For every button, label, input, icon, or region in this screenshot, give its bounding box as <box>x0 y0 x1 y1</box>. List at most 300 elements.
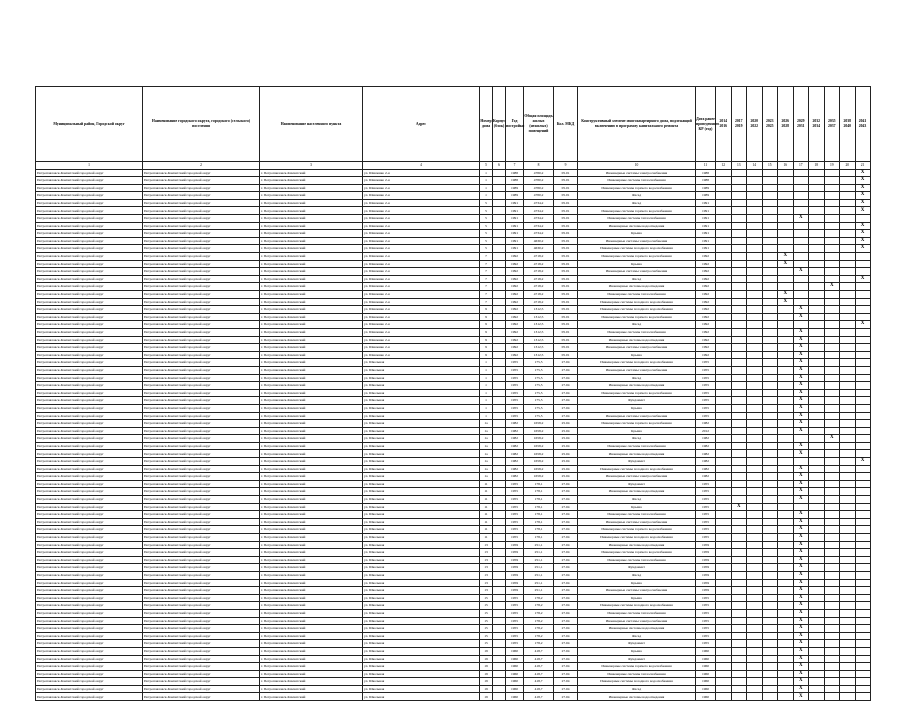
house-number-cell: 1а <box>480 450 493 458</box>
area-cell: 178,1 <box>524 526 554 534</box>
settlement-cell: Петропавловск-Камчатский городской округ <box>143 534 260 542</box>
period-cell <box>809 313 825 321</box>
last-repair-cell: 1955 <box>696 594 716 602</box>
last-repair-cell: 1982 <box>696 442 716 450</box>
period-cell <box>855 328 870 336</box>
period-cell <box>809 465 825 473</box>
settlement-cell: Петропавловск-Камчатский городской округ <box>143 427 260 435</box>
locality-cell: г. Петропавловск-Камчатский <box>260 526 363 534</box>
period-cell <box>840 207 856 215</box>
planned-period-mark: X <box>793 678 809 686</box>
period-cell <box>747 253 763 261</box>
planned-period-mark: X <box>793 609 809 617</box>
house-number-cell: 5 <box>480 245 493 253</box>
mkd-count-cell: 05.01 <box>554 215 578 223</box>
column-number: 18 <box>809 162 825 170</box>
period-cell <box>793 177 809 185</box>
build-year-cell: 1955 <box>506 488 524 496</box>
period-cell <box>824 192 840 200</box>
period-cell <box>855 374 870 382</box>
period-cell <box>840 366 856 374</box>
planned-period-mark: X <box>824 283 840 291</box>
building-block-cell <box>493 587 506 595</box>
period-cell <box>778 693 794 701</box>
period-cell <box>840 253 856 261</box>
building-block-cell <box>493 359 506 367</box>
period-cell <box>747 655 763 663</box>
period-cell <box>747 518 763 526</box>
period-cell <box>809 382 825 390</box>
header-cell: Муниципальный район, Городской округ <box>36 87 143 162</box>
period-cell <box>809 534 825 542</box>
period-cell <box>855 571 870 579</box>
period-cell <box>747 549 763 557</box>
period-cell <box>855 647 870 655</box>
planned-period-mark: X <box>793 632 809 640</box>
area-cell: 418,7 <box>524 678 554 686</box>
period-cell <box>855 382 870 390</box>
period-cell <box>840 571 856 579</box>
period-cell <box>747 336 763 344</box>
period-cell <box>762 450 778 458</box>
table-row <box>36 366 871 374</box>
mkd-count-cell: 25.04 <box>554 458 578 466</box>
period-cell <box>840 336 856 344</box>
district-cell: Петропавловск-Камчатский городской округ <box>36 458 143 466</box>
house-number-cell: 7 <box>480 283 493 291</box>
structural-element-cell: Инженерные системы электроснабжения <box>578 587 696 595</box>
period-cell <box>809 344 825 352</box>
district-cell: Петропавловск-Камчатский городской округ <box>36 617 143 625</box>
period-cell <box>855 594 870 602</box>
period-cell <box>809 306 825 314</box>
period-cell <box>747 237 763 245</box>
column-number: 1 <box>36 162 143 170</box>
planned-period-mark: X <box>793 647 809 655</box>
building-block-cell <box>493 541 506 549</box>
settlement-cell: Петропавловск-Камчатский городской округ <box>143 321 260 329</box>
planned-period-mark: X <box>855 192 870 200</box>
settlement-cell: Петропавловск-Камчатский городской округ <box>143 169 260 177</box>
mkd-count-cell: 05.01 <box>554 245 578 253</box>
address-cell: ул. Школьная <box>363 503 480 511</box>
area-cell: 178,1 <box>524 518 554 526</box>
period-cell <box>747 579 763 587</box>
period-cell <box>747 534 763 542</box>
period-cell <box>731 617 747 625</box>
period-cell <box>840 192 856 200</box>
period-cell <box>824 511 840 519</box>
house-number-cell: 19 <box>480 663 493 671</box>
period-cell <box>793 275 809 283</box>
period-cell <box>747 222 763 230</box>
period-cell <box>824 177 840 185</box>
structural-element-cell: Инженерные системы электроснабжения <box>578 237 696 245</box>
building-block-cell <box>493 670 506 678</box>
area-cell: 251,1 <box>524 571 554 579</box>
structural-element-cell: Крыша <box>578 594 696 602</box>
planned-period-mark: X <box>793 556 809 564</box>
period-cell <box>731 215 747 223</box>
period-cell <box>716 328 732 336</box>
last-repair-cell: 1991 <box>696 222 716 230</box>
house-number-cell: 5 <box>480 215 493 223</box>
table-row <box>36 177 871 185</box>
period-cell <box>809 685 825 693</box>
structural-element-cell: Крыша <box>578 579 696 587</box>
district-cell: Петропавловск-Камчатский городской округ <box>36 420 143 428</box>
period-cell <box>824 488 840 496</box>
period-cell <box>762 602 778 610</box>
period-cell <box>762 404 778 412</box>
period-cell <box>716 511 732 519</box>
period-cell <box>793 192 809 200</box>
address-cell: ул. Школьная <box>363 488 480 496</box>
settlement-cell: Петропавловск-Камчатский городской округ <box>143 465 260 473</box>
period-cell <box>855 253 870 261</box>
building-block-cell <box>493 579 506 587</box>
period-cell <box>716 291 732 299</box>
period-cell <box>778 366 794 374</box>
locality-cell: г. Петропавловск-Камчатский <box>260 587 363 595</box>
table-row <box>36 199 871 207</box>
address-cell: ул. Шевченко 2-я <box>363 245 480 253</box>
structural-element-cell: Инженерные системы холодного водоснабжения <box>578 245 696 253</box>
period-cell <box>793 169 809 177</box>
period-cell <box>840 199 856 207</box>
planned-period-mark: X <box>793 685 809 693</box>
period-cell <box>809 609 825 617</box>
address-cell: ул. Школьная <box>363 594 480 602</box>
header-cell: Наименование населенного пункта <box>260 87 363 162</box>
period-cell <box>840 291 856 299</box>
period-cell <box>716 237 732 245</box>
area-cell: 1312,5 <box>524 328 554 336</box>
period-cell <box>855 427 870 435</box>
period-cell <box>716 313 732 321</box>
planned-period-mark: X <box>793 442 809 450</box>
locality-cell: г. Петропавловск-Камчатский <box>260 556 363 564</box>
period-cell <box>747 275 763 283</box>
period-cell <box>824 404 840 412</box>
address-cell: ул. Шевченко 2-я <box>363 313 480 321</box>
period-cell <box>809 564 825 572</box>
planned-period-mark: X <box>855 199 870 207</box>
period-cell <box>840 237 856 245</box>
column-number: 6 <box>493 162 506 170</box>
capital-repair-sheet <box>35 86 871 701</box>
area-cell: 175,5 <box>524 382 554 390</box>
building-block-cell <box>493 199 506 207</box>
locality-cell: г. Петропавловск-Камчатский <box>260 480 363 488</box>
period-cell <box>762 670 778 678</box>
header-cell: 2017 2019 <box>731 87 747 162</box>
period-cell <box>731 366 747 374</box>
structural-element-cell: Фасад <box>578 374 696 382</box>
last-repair-cell: 1955 <box>696 511 716 519</box>
house-number-cell: 9 <box>480 313 493 321</box>
table-row <box>36 328 871 336</box>
build-year-cell: 1992 <box>506 328 524 336</box>
period-cell <box>824 321 840 329</box>
settlement-cell: Петропавловск-Камчатский городской округ <box>143 511 260 519</box>
period-cell <box>809 480 825 488</box>
settlement-cell: Петропавловск-Камчатский городской округ <box>143 291 260 299</box>
period-cell <box>840 389 856 397</box>
period-cell <box>855 268 870 276</box>
header-cell: 2038 2040 <box>840 87 856 162</box>
house-number-cell: 19 <box>480 670 493 678</box>
period-cell <box>747 678 763 686</box>
locality-cell: г. Петропавловск-Камчатский <box>260 412 363 420</box>
locality-cell: г. Петропавловск-Камчатский <box>260 465 363 473</box>
mkd-count-cell: 05.01 <box>554 169 578 177</box>
house-number-cell: 1а <box>480 465 493 473</box>
settlement-cell: Петропавловск-Камчатский городской округ <box>143 215 260 223</box>
address-cell: ул. Школьная <box>363 579 480 587</box>
build-year-cell: 1955 <box>506 496 524 504</box>
mkd-count-cell: 05.01 <box>554 336 578 344</box>
area-cell: 178,2 <box>524 617 554 625</box>
period-cell <box>731 351 747 359</box>
address-cell: ул. Шевченко 2-я <box>363 328 480 336</box>
period-cell <box>855 617 870 625</box>
table-row <box>36 313 871 321</box>
period-cell <box>778 518 794 526</box>
structural-element-cell: Крыша <box>578 230 696 238</box>
structural-element-cell: Инженерные системы холодного водоснабжения <box>578 678 696 686</box>
period-cell <box>824 260 840 268</box>
table-row <box>36 404 871 412</box>
address-cell: ул. Школьная <box>363 670 480 678</box>
house-number-cell: 1 <box>480 366 493 374</box>
mkd-count-cell: 25.04 <box>554 473 578 481</box>
address-cell: ул. Школьная <box>363 625 480 633</box>
building-block-cell <box>493 518 506 526</box>
period-cell <box>778 222 794 230</box>
table-row <box>36 253 871 261</box>
planned-period-mark: X <box>793 366 809 374</box>
header-cell: Наименование городского округа, городского (сельского) поселения <box>143 87 260 162</box>
table-row <box>36 556 871 564</box>
period-cell <box>840 602 856 610</box>
header-cell: Номер дома <box>480 87 493 162</box>
locality-cell: г. Петропавловск-Камчатский <box>260 496 363 504</box>
address-cell: ул. Школьная <box>363 382 480 390</box>
building-block-cell <box>493 328 506 336</box>
table-row <box>36 260 871 268</box>
area-cell: 4718,2 <box>524 260 554 268</box>
table-row <box>36 450 871 458</box>
period-cell <box>809 404 825 412</box>
period-cell <box>778 480 794 488</box>
last-repair-cell: 1955 <box>696 404 716 412</box>
planned-period-mark: X <box>793 587 809 595</box>
period-cell <box>731 328 747 336</box>
settlement-cell: Петропавловск-Камчатский городской округ <box>143 351 260 359</box>
period-cell <box>762 564 778 572</box>
period-cell <box>731 344 747 352</box>
build-year-cell: 1992 <box>506 283 524 291</box>
last-repair-cell: 1982 <box>696 420 716 428</box>
period-cell <box>840 579 856 587</box>
period-cell <box>855 685 870 693</box>
mkd-count-cell: 27.04 <box>554 518 578 526</box>
period-cell <box>716 670 732 678</box>
locality-cell: г. Петропавловск-Камчатский <box>260 579 363 587</box>
locality-cell: г. Петропавловск-Камчатский <box>260 359 363 367</box>
district-cell: Петропавловск-Камчатский городской округ <box>36 549 143 557</box>
period-cell <box>793 184 809 192</box>
period-cell <box>855 564 870 572</box>
period-cell <box>840 632 856 640</box>
period-cell <box>809 549 825 557</box>
mkd-count-cell: 05.01 <box>554 268 578 276</box>
district-cell: Петропавловск-Камчатский городской округ <box>36 465 143 473</box>
address-cell: ул. Шевченко 2-я <box>363 306 480 314</box>
planned-period-mark: X <box>855 245 870 253</box>
build-year-cell: 1955 <box>506 359 524 367</box>
mkd-count-cell: 05.01 <box>554 184 578 192</box>
table-row <box>36 458 871 466</box>
building-block-cell <box>493 412 506 420</box>
house-number-cell: 1а <box>480 435 493 443</box>
build-year-cell: 1991 <box>506 245 524 253</box>
house-number-cell: 19 <box>480 655 493 663</box>
period-cell <box>824 556 840 564</box>
last-repair-cell: 1989 <box>696 184 716 192</box>
structural-element-cell: Фасад <box>578 192 696 200</box>
area-cell: 4718,2 <box>524 283 554 291</box>
period-cell <box>778 678 794 686</box>
mkd-count-cell: 05.01 <box>554 321 578 329</box>
build-year-cell: 1955 <box>506 366 524 374</box>
structural-element-cell: Инженерные системы электроснабжения <box>578 344 696 352</box>
district-cell: Петропавловск-Камчатский городской округ <box>36 602 143 610</box>
period-cell <box>731 579 747 587</box>
period-cell <box>747 427 763 435</box>
structural-element-cell: Инженерные системы водоотведения <box>578 693 696 701</box>
structural-element-cell: Инженерные системы теплоснабжения <box>578 609 696 617</box>
table-row <box>36 670 871 678</box>
period-cell <box>747 306 763 314</box>
planned-period-mark: X <box>793 328 809 336</box>
settlement-cell: Петропавловск-Камчатский городской округ <box>143 663 260 671</box>
settlement-cell: Петропавловск-Камчатский городской округ <box>143 382 260 390</box>
period-cell <box>731 222 747 230</box>
period-cell <box>716 192 732 200</box>
structural-element-cell: Инженерные системы горячего водоснабжения <box>578 253 696 261</box>
mkd-count-cell: 27.04 <box>554 594 578 602</box>
locality-cell: г. Петропавловск-Камчатский <box>260 389 363 397</box>
table-row <box>36 420 871 428</box>
build-year-cell: 1959 <box>506 564 524 572</box>
address-cell: ул. Школьная <box>363 556 480 564</box>
structural-element-cell: Инженерные системы водоотведения <box>578 625 696 633</box>
house-number-cell: 19 <box>480 647 493 655</box>
locality-cell: г. Петропавловск-Камчатский <box>260 374 363 382</box>
building-block-cell <box>493 397 506 405</box>
district-cell: Петропавловск-Камчатский городской округ <box>36 412 143 420</box>
period-cell <box>855 518 870 526</box>
structural-element-cell: Крыша <box>578 404 696 412</box>
table-row <box>36 685 871 693</box>
header-cell: Адрес <box>363 87 480 162</box>
column-number: 14 <box>747 162 763 170</box>
area-cell: 1658,2 <box>524 473 554 481</box>
planned-period-mark: X <box>855 230 870 238</box>
period-cell <box>731 549 747 557</box>
period-cell <box>855 298 870 306</box>
period-cell <box>731 602 747 610</box>
locality-cell: г. Петропавловск-Камчатский <box>260 534 363 542</box>
period-cell <box>731 245 747 253</box>
last-repair-cell: 1955 <box>696 534 716 542</box>
period-cell <box>716 663 732 671</box>
period-cell <box>762 632 778 640</box>
planned-period-mark: X <box>793 693 809 701</box>
area-cell: 418,7 <box>524 685 554 693</box>
build-year-cell: 1991 <box>506 237 524 245</box>
period-cell <box>793 458 809 466</box>
period-cell <box>809 678 825 686</box>
address-cell: ул. Школьная <box>363 511 480 519</box>
address-cell: ул. Шевченко 2-я <box>363 344 480 352</box>
district-cell: Петропавловск-Камчатский городской округ <box>36 336 143 344</box>
period-cell <box>716 207 732 215</box>
area-cell: 1658,2 <box>524 435 554 443</box>
period-cell <box>778 412 794 420</box>
table-row <box>36 488 871 496</box>
address-cell: ул. Шевченко 2-я <box>363 291 480 299</box>
house-number-cell: 7 <box>480 260 493 268</box>
build-year-cell: 1955 <box>506 374 524 382</box>
settlement-cell: Петропавловск-Камчатский городской округ <box>143 245 260 253</box>
building-block-cell <box>493 511 506 519</box>
last-repair-cell: 1992 <box>696 313 716 321</box>
planned-period-mark: X <box>855 184 870 192</box>
build-year-cell: 1960 <box>506 678 524 686</box>
last-repair-cell: 1955 <box>696 374 716 382</box>
mkd-count-cell: 05.01 <box>554 313 578 321</box>
address-cell: ул. Школьная <box>363 663 480 671</box>
area-cell: 4780,2 <box>524 192 554 200</box>
period-cell <box>793 222 809 230</box>
district-cell: Петропавловск-Камчатский городской округ <box>36 321 143 329</box>
build-year-cell: 1992 <box>506 344 524 352</box>
period-cell <box>793 298 809 306</box>
period-cell <box>840 351 856 359</box>
period-cell <box>855 511 870 519</box>
build-year-cell: 1955 <box>506 526 524 534</box>
period-cell <box>855 556 870 564</box>
build-year-cell: 1991 <box>506 199 524 207</box>
district-cell: Петропавловск-Камчатский городской округ <box>36 291 143 299</box>
period-cell <box>731 442 747 450</box>
last-repair-cell: 1960 <box>696 678 716 686</box>
settlement-cell: Петропавловск-Камчатский городской округ <box>143 571 260 579</box>
building-block-cell <box>493 442 506 450</box>
table-row <box>36 465 871 473</box>
area-cell: 251,1 <box>524 556 554 564</box>
build-year-cell: 1955 <box>506 404 524 412</box>
district-cell: Петропавловск-Камчатский городской округ <box>36 571 143 579</box>
period-cell <box>731 404 747 412</box>
period-cell <box>762 496 778 504</box>
district-cell: Петропавловск-Камчатский городской округ <box>36 473 143 481</box>
build-year-cell: 1982 <box>506 442 524 450</box>
period-cell <box>809 321 825 329</box>
